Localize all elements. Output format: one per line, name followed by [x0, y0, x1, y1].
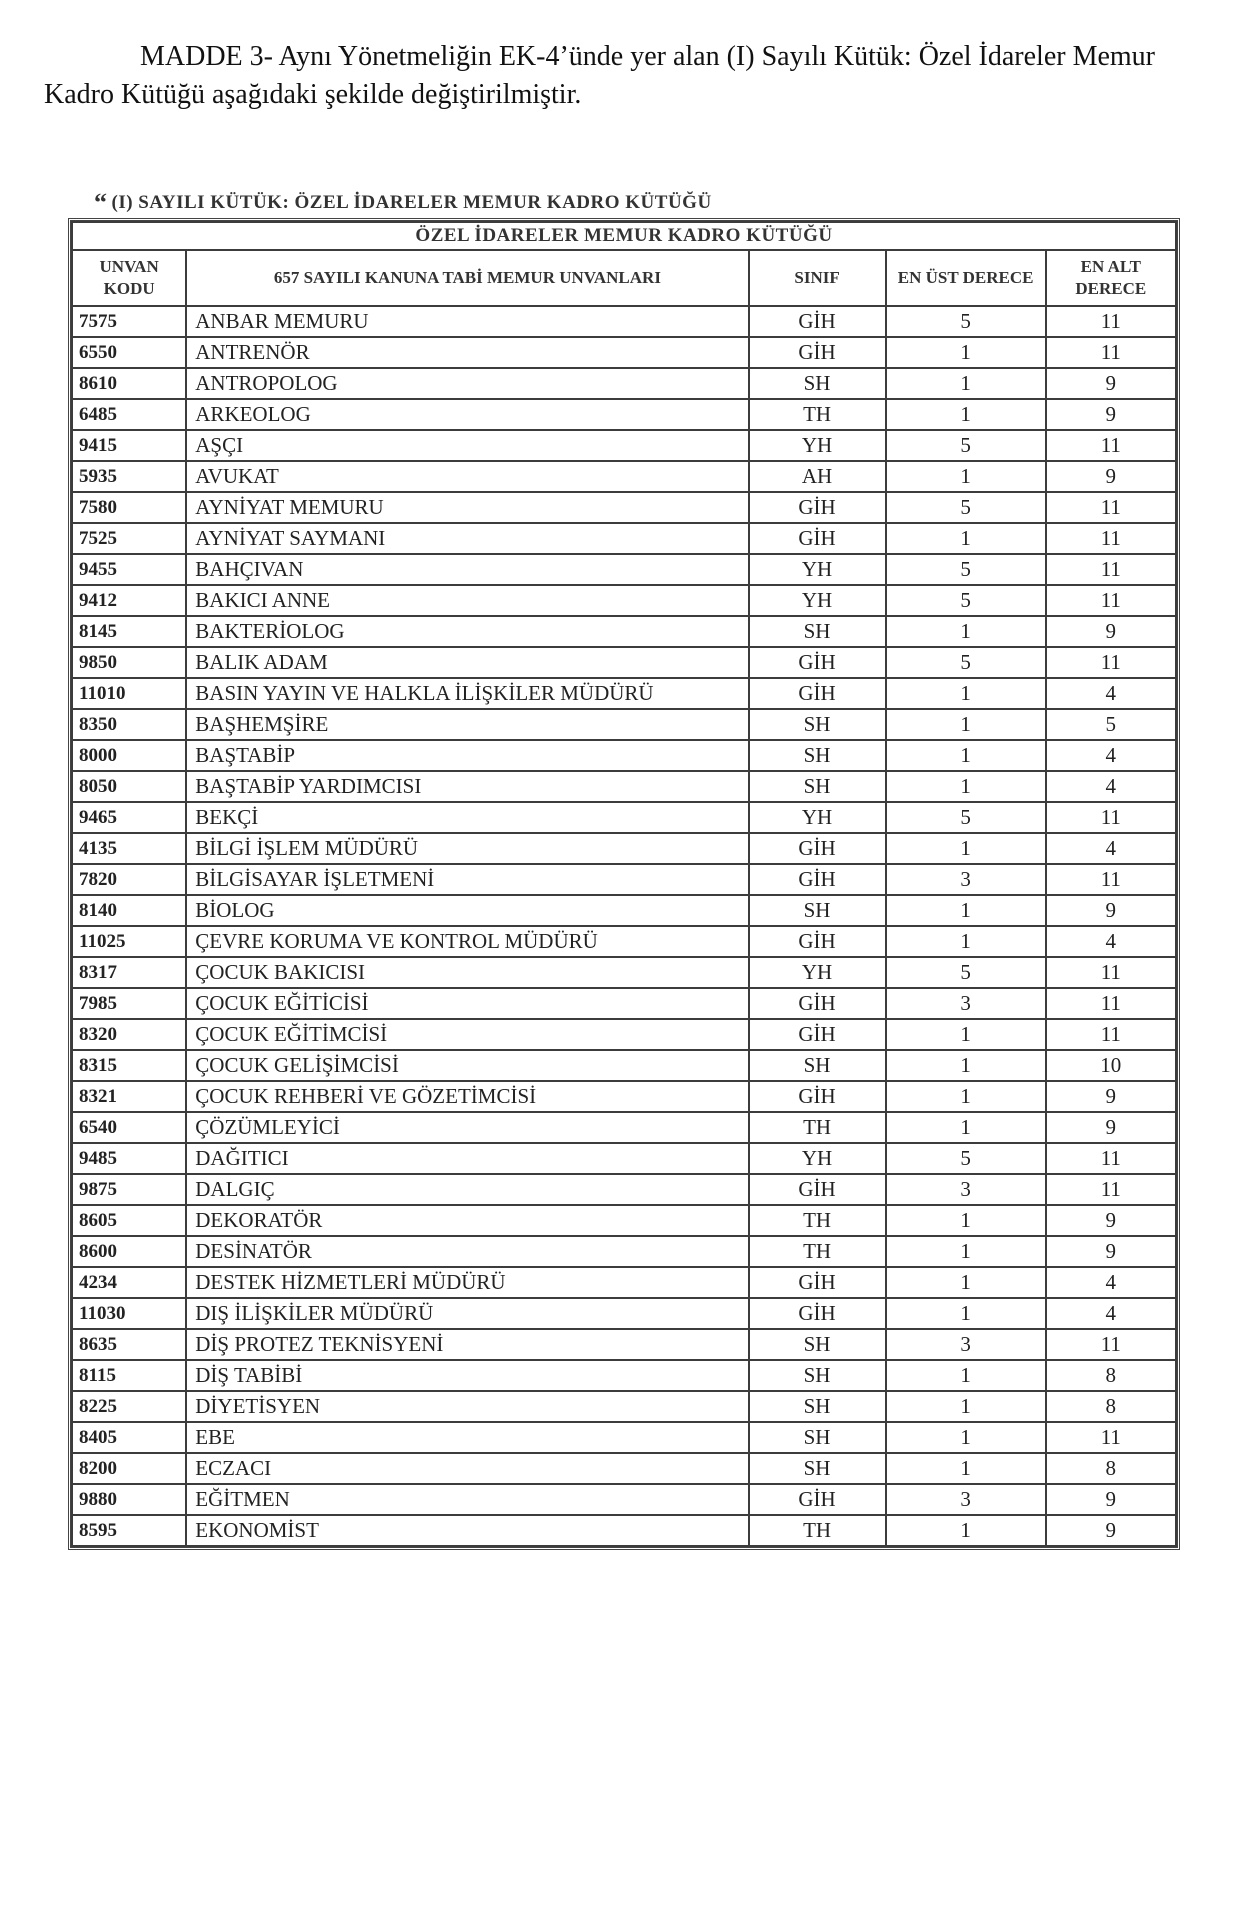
bottom-grade-cell: 9	[1046, 1081, 1176, 1112]
bottom-grade-cell: 11	[1046, 1143, 1176, 1174]
top-grade-cell: 5	[886, 306, 1046, 337]
bottom-grade-cell: 11	[1046, 864, 1176, 895]
table-row	[72, 1267, 1176, 1298]
class-cell: SH	[749, 771, 886, 802]
title-cell: EKONOMİST	[186, 1515, 748, 1546]
class-cell: YH	[749, 585, 886, 616]
title-cell: ÇOCUK BAKICISI	[186, 957, 748, 988]
code-cell: 7985	[72, 988, 186, 1019]
title-cell: AŞÇI	[186, 430, 748, 461]
top-grade-cell: 3	[886, 1484, 1046, 1515]
class-cell: GİH	[749, 678, 886, 709]
top-grade-cell: 1	[886, 1267, 1046, 1298]
title-cell: ANBAR MEMURU	[186, 306, 748, 337]
title-cell: BEKÇİ	[186, 802, 748, 833]
code-cell: 8405	[72, 1422, 186, 1453]
article-lead: MADDE 3	[140, 41, 264, 72]
table-row	[72, 399, 1176, 430]
bottom-grade-cell: 11	[1046, 988, 1176, 1019]
class-cell: SH	[749, 1422, 886, 1453]
top-grade-cell: 1	[886, 771, 1046, 802]
table-row	[72, 1205, 1176, 1236]
table-row	[72, 337, 1176, 368]
title-cell: AYNİYAT MEMURU	[186, 492, 748, 523]
bottom-grade-cell: 4	[1046, 1298, 1176, 1329]
top-grade-cell: 5	[886, 647, 1046, 678]
header-code: UNVAN KODU	[72, 250, 186, 306]
bottom-grade-cell: 11	[1046, 1174, 1176, 1205]
top-grade-cell: 1	[886, 1112, 1046, 1143]
code-cell: 9415	[72, 430, 186, 461]
class-cell: SH	[749, 740, 886, 771]
code-cell: 8317	[72, 957, 186, 988]
top-grade-cell: 1	[886, 1422, 1046, 1453]
class-cell: TH	[749, 1236, 886, 1267]
top-grade-cell: 1	[886, 337, 1046, 368]
class-cell: YH	[749, 957, 886, 988]
opening-quote: “	[94, 188, 108, 217]
table-row	[72, 368, 1176, 399]
table-row	[72, 554, 1176, 585]
bottom-grade-cell: 11	[1046, 957, 1176, 988]
title-cell: DİŞ TABİBİ	[186, 1360, 748, 1391]
bottom-grade-cell: 11	[1046, 492, 1176, 523]
top-grade-cell: 1	[886, 926, 1046, 957]
class-cell: SH	[749, 368, 886, 399]
code-cell: 8225	[72, 1391, 186, 1422]
bottom-grade-cell: 11	[1046, 647, 1176, 678]
title-cell: ÇOCUK GELİŞİMCİSİ	[186, 1050, 748, 1081]
caption-text: (I) SAYILI KÜTÜK: ÖZEL İDARELER MEMUR KADRO KÜTÜĞÜ	[111, 192, 712, 213]
top-grade-cell: 5	[886, 492, 1046, 523]
title-cell: DİŞ PROTEZ TEKNİSYENİ	[186, 1329, 748, 1360]
code-cell: 6485	[72, 399, 186, 430]
title-cell: BAŞTABİP	[186, 740, 748, 771]
table-row	[72, 1484, 1176, 1515]
class-cell: SH	[749, 895, 886, 926]
title-cell: ÇEVRE KORUMA VE KONTROL MÜDÜRÜ	[186, 926, 748, 957]
class-cell: AH	[749, 461, 886, 492]
top-grade-cell: 1	[886, 678, 1046, 709]
top-grade-cell: 1	[886, 523, 1046, 554]
title-cell: ÇÖZÜMLEYİCİ	[186, 1112, 748, 1143]
header-bottom-grade: EN ALT DERECE	[1046, 250, 1176, 306]
top-grade-cell: 5	[886, 585, 1046, 616]
code-cell: 8595	[72, 1515, 186, 1546]
code-cell: 7575	[72, 306, 186, 337]
top-grade-cell: 1	[886, 1019, 1046, 1050]
title-cell: ANTROPOLOG	[186, 368, 748, 399]
table-row	[72, 616, 1176, 647]
bottom-grade-cell: 11	[1046, 802, 1176, 833]
bottom-grade-cell: 9	[1046, 895, 1176, 926]
code-cell: 8635	[72, 1329, 186, 1360]
class-cell: GİH	[749, 337, 886, 368]
class-cell: SH	[749, 1050, 886, 1081]
title-cell: DİYETİSYEN	[186, 1391, 748, 1422]
table-row	[72, 1298, 1176, 1329]
bottom-grade-cell: 9	[1046, 368, 1176, 399]
bottom-grade-cell: 11	[1046, 585, 1176, 616]
table-caption	[94, 188, 712, 218]
table-row	[72, 647, 1176, 678]
table-row	[72, 1019, 1176, 1050]
class-cell: GİH	[749, 1019, 886, 1050]
top-grade-cell: 1	[886, 1205, 1046, 1236]
table-row	[72, 1515, 1176, 1546]
code-cell: 11010	[72, 678, 186, 709]
class-cell: YH	[749, 1143, 886, 1174]
top-grade-cell: 1	[886, 709, 1046, 740]
table-row	[72, 306, 1176, 337]
title-cell: AVUKAT	[186, 461, 748, 492]
class-cell: SH	[749, 1329, 886, 1360]
code-cell: 8200	[72, 1453, 186, 1484]
bottom-grade-cell: 4	[1046, 740, 1176, 771]
table-row	[72, 802, 1176, 833]
class-cell: TH	[749, 1112, 886, 1143]
top-grade-cell: 1	[886, 1050, 1046, 1081]
title-cell: EBE	[186, 1422, 748, 1453]
table-row	[72, 988, 1176, 1019]
bottom-grade-cell: 9	[1046, 461, 1176, 492]
class-cell: GİH	[749, 1484, 886, 1515]
table-row	[72, 1422, 1176, 1453]
top-grade-cell: 1	[886, 1360, 1046, 1391]
bottom-grade-cell: 9	[1046, 1236, 1176, 1267]
class-cell: YH	[749, 430, 886, 461]
top-grade-cell: 1	[886, 616, 1046, 647]
code-cell: 7580	[72, 492, 186, 523]
top-grade-cell: 5	[886, 802, 1046, 833]
class-cell: YH	[749, 802, 886, 833]
title-cell: BALIK ADAM	[186, 647, 748, 678]
code-cell: 8140	[72, 895, 186, 926]
title-cell: BAHÇIVAN	[186, 554, 748, 585]
bottom-grade-cell: 11	[1046, 523, 1176, 554]
bottom-grade-cell: 11	[1046, 1422, 1176, 1453]
code-cell: 9465	[72, 802, 186, 833]
top-grade-cell: 5	[886, 554, 1046, 585]
code-cell: 7525	[72, 523, 186, 554]
code-cell: 6550	[72, 337, 186, 368]
bottom-grade-cell: 9	[1046, 616, 1176, 647]
top-grade-cell: 1	[886, 399, 1046, 430]
bottom-grade-cell: 11	[1046, 1329, 1176, 1360]
top-grade-cell: 3	[886, 988, 1046, 1019]
top-grade-cell: 1	[886, 368, 1046, 399]
top-grade-cell: 3	[886, 864, 1046, 895]
title-cell: BİLGİ İŞLEM MÜDÜRÜ	[186, 833, 748, 864]
title-cell: ÇOCUK EĞİTİCİSİ	[186, 988, 748, 1019]
table-row	[72, 771, 1176, 802]
bottom-grade-cell: 5	[1046, 709, 1176, 740]
table-row	[72, 678, 1176, 709]
code-cell: 8610	[72, 368, 186, 399]
title-cell: BASIN YAYIN VE HALKLA İLİŞKİLER MÜDÜRÜ	[186, 678, 748, 709]
top-grade-cell: 1	[886, 1081, 1046, 1112]
top-grade-cell: 3	[886, 1174, 1046, 1205]
table-row	[72, 864, 1176, 895]
bottom-grade-cell: 8	[1046, 1453, 1176, 1484]
bottom-grade-cell: 11	[1046, 554, 1176, 585]
code-cell: 4234	[72, 1267, 186, 1298]
title-cell: BAKTERİOLOG	[186, 616, 748, 647]
bottom-grade-cell: 4	[1046, 926, 1176, 957]
header-title: 657 SAYILI KANUNA TABİ MEMUR UNVANLARI	[186, 250, 748, 306]
class-cell: YH	[749, 554, 886, 585]
top-grade-cell: 3	[886, 1329, 1046, 1360]
title-cell: DESTEK HİZMETLERİ MÜDÜRÜ	[186, 1267, 748, 1298]
title-cell: EĞİTMEN	[186, 1484, 748, 1515]
table-row	[72, 895, 1176, 926]
bottom-grade-cell: 4	[1046, 1267, 1176, 1298]
top-grade-cell: 5	[886, 1143, 1046, 1174]
bottom-grade-cell: 11	[1046, 306, 1176, 337]
class-cell: TH	[749, 1205, 886, 1236]
table-body	[72, 306, 1176, 1546]
bottom-grade-cell: 9	[1046, 1484, 1176, 1515]
class-cell: GİH	[749, 1298, 886, 1329]
bottom-grade-cell: 4	[1046, 771, 1176, 802]
bottom-grade-cell: 11	[1046, 1019, 1176, 1050]
code-cell: 9880	[72, 1484, 186, 1515]
code-cell: 9485	[72, 1143, 186, 1174]
article-intro	[44, 38, 1214, 114]
class-cell: GİH	[749, 864, 886, 895]
code-cell: 8321	[72, 1081, 186, 1112]
code-cell: 8315	[72, 1050, 186, 1081]
title-cell: BAŞTABİP YARDIMCISI	[186, 771, 748, 802]
top-grade-cell: 1	[886, 740, 1046, 771]
class-cell: TH	[749, 1515, 886, 1546]
table-row	[72, 833, 1176, 864]
class-cell: GİH	[749, 306, 886, 337]
class-cell: GİH	[749, 833, 886, 864]
table-row	[72, 1081, 1176, 1112]
class-cell: GİH	[749, 1081, 886, 1112]
registry-table-frame	[68, 218, 1180, 1550]
top-grade-cell: 5	[886, 957, 1046, 988]
title-cell: BİLGİSAYAR İŞLETMENİ	[186, 864, 748, 895]
bottom-grade-cell: 9	[1046, 399, 1176, 430]
table-row	[72, 1174, 1176, 1205]
table-row	[72, 1143, 1176, 1174]
class-cell: GİH	[749, 1267, 886, 1298]
table-row	[72, 1112, 1176, 1143]
class-cell: GİH	[749, 523, 886, 554]
top-grade-cell: 1	[886, 1391, 1046, 1422]
title-cell: BAKICI ANNE	[186, 585, 748, 616]
class-cell: GİH	[749, 1174, 886, 1205]
table-row	[72, 430, 1176, 461]
title-cell: ÇOCUK EĞİTİMCİSİ	[186, 1019, 748, 1050]
title-cell: DIŞ İLİŞKİLER MÜDÜRÜ	[186, 1298, 748, 1329]
table-row	[72, 492, 1176, 523]
code-cell: 8000	[72, 740, 186, 771]
code-cell: 11030	[72, 1298, 186, 1329]
registry-table	[71, 221, 1177, 1547]
top-grade-cell: 1	[886, 1298, 1046, 1329]
table-row	[72, 957, 1176, 988]
top-grade-cell: 1	[886, 461, 1046, 492]
top-grade-cell: 1	[886, 895, 1046, 926]
code-cell: 8605	[72, 1205, 186, 1236]
code-cell: 8320	[72, 1019, 186, 1050]
title-cell: BAŞHEMŞİRE	[186, 709, 748, 740]
table-row	[72, 1391, 1176, 1422]
bottom-grade-cell: 8	[1046, 1360, 1176, 1391]
code-cell: 8350	[72, 709, 186, 740]
bottom-grade-cell: 9	[1046, 1205, 1176, 1236]
top-grade-cell: 1	[886, 1515, 1046, 1546]
class-cell: GİH	[749, 988, 886, 1019]
class-cell: SH	[749, 1360, 886, 1391]
table-row	[72, 740, 1176, 771]
top-grade-cell: 1	[886, 1236, 1046, 1267]
top-grade-cell: 1	[886, 833, 1046, 864]
table-band-title: ÖZEL İDARELER MEMUR KADRO KÜTÜĞÜ	[72, 222, 1176, 250]
class-cell: SH	[749, 616, 886, 647]
table-row	[72, 585, 1176, 616]
bottom-grade-cell: 11	[1046, 337, 1176, 368]
code-cell: 9850	[72, 647, 186, 678]
title-cell: ÇOCUK REHBERİ VE GÖZETİMCİSİ	[186, 1081, 748, 1112]
table-row	[72, 1453, 1176, 1484]
code-cell: 9412	[72, 585, 186, 616]
table-row	[72, 523, 1176, 554]
code-cell: 5935	[72, 461, 186, 492]
bottom-grade-cell: 11	[1046, 430, 1176, 461]
code-cell: 8115	[72, 1360, 186, 1391]
code-cell: 8050	[72, 771, 186, 802]
table-row	[72, 709, 1176, 740]
table-row	[72, 926, 1176, 957]
code-cell: 4135	[72, 833, 186, 864]
class-cell: GİH	[749, 926, 886, 957]
class-cell: SH	[749, 709, 886, 740]
bottom-grade-cell: 8	[1046, 1391, 1176, 1422]
bottom-grade-cell: 10	[1046, 1050, 1176, 1081]
code-cell: 11025	[72, 926, 186, 957]
bottom-grade-cell: 9	[1046, 1112, 1176, 1143]
table-row	[72, 1360, 1176, 1391]
code-cell: 8145	[72, 616, 186, 647]
class-cell: GİH	[749, 492, 886, 523]
title-cell: BİOLOG	[186, 895, 748, 926]
header-top-grade: EN ÜST DERECE	[886, 250, 1046, 306]
class-cell: TH	[749, 399, 886, 430]
table-row	[72, 1329, 1176, 1360]
title-cell: ARKEOLOG	[186, 399, 748, 430]
code-cell: 7820	[72, 864, 186, 895]
bottom-grade-cell: 9	[1046, 1515, 1176, 1546]
code-cell: 8600	[72, 1236, 186, 1267]
code-cell: 9455	[72, 554, 186, 585]
code-cell: 6540	[72, 1112, 186, 1143]
title-cell: ECZACI	[186, 1453, 748, 1484]
article-text: - Aynı Yönetmeliğin EK-4’ünde yer alan (I) Sayılı Kütük: Özel İdareler Memur Kadro Kütüğü aşağıdaki şekilde değiştirilmiştir.	[44, 41, 1156, 110]
title-cell: DALGIÇ	[186, 1174, 748, 1205]
table-row	[72, 1236, 1176, 1267]
class-cell: SH	[749, 1391, 886, 1422]
code-cell: 9875	[72, 1174, 186, 1205]
title-cell: AYNİYAT SAYMANI	[186, 523, 748, 554]
class-cell: SH	[749, 1453, 886, 1484]
table-row	[72, 1050, 1176, 1081]
bottom-grade-cell: 4	[1046, 833, 1176, 864]
top-grade-cell: 5	[886, 430, 1046, 461]
top-grade-cell: 1	[886, 1453, 1046, 1484]
header-class: SINIF	[749, 250, 886, 306]
table-row	[72, 461, 1176, 492]
title-cell: DEKORATÖR	[186, 1205, 748, 1236]
bottom-grade-cell: 4	[1046, 678, 1176, 709]
title-cell: DESİNATÖR	[186, 1236, 748, 1267]
title-cell: DAĞITICI	[186, 1143, 748, 1174]
title-cell: ANTRENÖR	[186, 337, 748, 368]
class-cell: GİH	[749, 647, 886, 678]
